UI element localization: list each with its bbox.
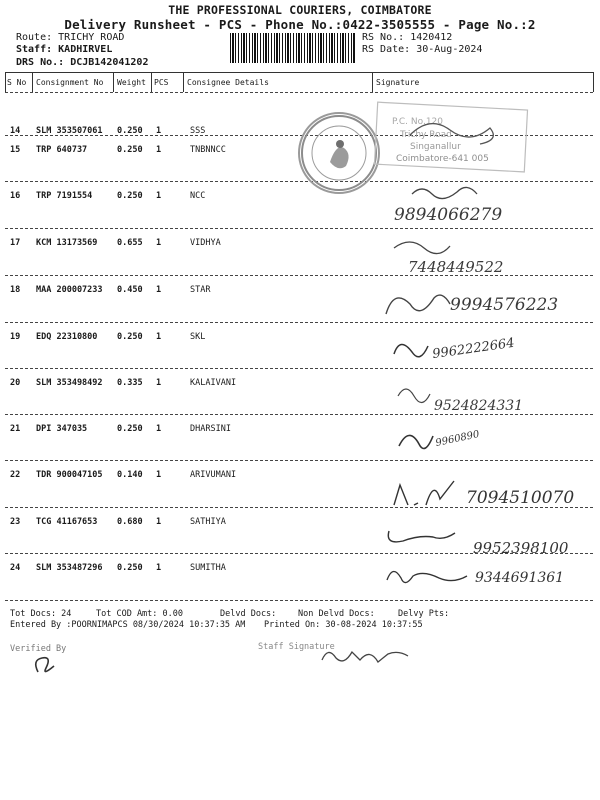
row-consignee: SATHIYA — [190, 517, 226, 527]
row-consignee: ARIVUMANI — [190, 470, 237, 480]
entered-by: Entered By :POORNIMAPCS 08/30/2024 10:37:35 AM — [10, 620, 246, 630]
row-sno: 17 — [10, 238, 21, 248]
non-delvd-docs: Non Delvd Docs: — [298, 609, 375, 619]
col-header-consignment: Consignment No — [36, 78, 104, 87]
row-sno: 18 — [10, 285, 21, 295]
row-pcs: 1 — [156, 378, 162, 388]
row-pcs: 1 — [156, 191, 162, 201]
rs-no-value: 1420412 — [410, 32, 453, 43]
row-pcs: 1 — [156, 285, 162, 295]
row-consignment-no: SLM 353487296 — [36, 563, 103, 573]
rs-no-line — [362, 32, 452, 43]
row-weight: 0.250 — [117, 332, 143, 342]
row-consignment-no: SLM 353507061 — [36, 126, 103, 136]
stamp-line1: P.C. No.120 — [392, 117, 444, 127]
row-weight: 0.250 — [117, 424, 143, 434]
round-seal-stamp — [298, 112, 380, 194]
table-bottom-rule — [5, 600, 593, 601]
row-consignee: KALAIVANI — [190, 378, 237, 388]
sig-phone: 9524824331 — [434, 398, 524, 414]
row-consignee: SSS — [190, 126, 206, 136]
row-sno: 21 — [10, 424, 21, 434]
row-sno: 24 — [10, 563, 21, 573]
verified-signature — [30, 650, 60, 678]
row-pcs: 1 — [156, 517, 162, 527]
row-sno: 15 — [10, 145, 21, 155]
route-line — [16, 32, 124, 43]
sig-phone: 9960890 — [434, 428, 481, 450]
staff-line — [16, 44, 112, 55]
row-weight: 0.250 — [117, 563, 143, 573]
row-consignee: NCC — [190, 191, 206, 201]
signature-row24 — [383, 558, 595, 596]
row-weight: 0.250 — [117, 191, 143, 201]
col-header-sno: S No — [7, 78, 27, 87]
staff-label: Staff: — [16, 44, 53, 55]
sig-phone: 9952398100 — [473, 539, 569, 557]
signature-row14 — [400, 110, 510, 150]
drs-label: DRS No.: — [16, 57, 65, 68]
runsheet-subtitle: Delivery Runsheet - PCS - Phone No.:0422-3505555 - Page No.:2 — [64, 17, 536, 32]
delvy-pts: Delvy Pts: — [398, 609, 450, 619]
col-divider — [32, 72, 33, 92]
row-consignment-no: TRP 7191554 — [36, 191, 93, 201]
row-consignment-no: EDQ 22310800 — [36, 332, 98, 342]
sig-phone: 7094510070 — [466, 488, 575, 508]
drs-line — [16, 57, 148, 68]
row-sno: 20 — [10, 378, 21, 388]
rs-no-label: RS No.: — [362, 32, 405, 43]
row-sno: 16 — [10, 191, 21, 201]
row-consignee: VIDHYA — [190, 238, 221, 248]
signature-row21 — [395, 422, 505, 462]
row-consignment-no: TCG 41167653 — [36, 517, 98, 527]
row-sno: 23 — [10, 517, 21, 527]
drs-value: DCJB142041202 — [70, 57, 149, 68]
row-consignment-no: SLM 353498492 — [36, 378, 103, 388]
row-pcs: 1 — [156, 424, 162, 434]
tot-docs: Tot Docs: 24 — [10, 609, 72, 619]
row-consignee: SKL — [190, 332, 206, 342]
staff-signature — [318, 640, 418, 670]
row-weight: 0.655 — [117, 238, 143, 248]
row-weight: 0.140 — [117, 470, 143, 480]
stamp-line4: Coimbatore-641 005 — [396, 154, 489, 164]
col-header-weight: Weight — [117, 78, 146, 87]
verified-by-label: Verified By — [10, 644, 67, 654]
signature-row22 — [390, 475, 595, 515]
row-pcs: 1 — [156, 145, 162, 155]
row-weight: 0.250 — [117, 126, 143, 136]
row-sno: 19 — [10, 332, 21, 342]
table-row — [0, 415, 600, 459]
row-consignee: SUMITHA — [190, 563, 226, 573]
row-sno: 22 — [10, 470, 21, 480]
printed-on: Printed On: 30-08-2024 10:37:55 — [264, 620, 423, 630]
col-divider — [151, 72, 152, 92]
stamp-line2: Trichy Road — [400, 130, 452, 140]
signature-row20 — [392, 378, 572, 418]
row-weight: 0.250 — [117, 145, 143, 155]
row-consignment-no: MAA 200007233 — [36, 285, 103, 295]
col-divider — [593, 72, 594, 92]
route-label: Route: — [16, 32, 53, 43]
col-header-pcs: PCS — [154, 78, 169, 87]
sig-phone: 9994576223 — [450, 295, 559, 315]
row-consignment-no: DPI 347035 — [36, 424, 88, 434]
row-consignment-no: TRP 640737 — [36, 145, 88, 155]
row-sno: 14 — [10, 126, 21, 136]
signature-row17 — [390, 232, 590, 282]
row-consignee: STAR — [190, 285, 211, 295]
col-divider — [113, 72, 114, 92]
row-consignee: DHARSINI — [190, 424, 231, 434]
row-consignee: TNBNNCC — [190, 145, 226, 155]
sig-phone: 9894066279 — [394, 205, 503, 225]
staff-value: KADHIRVEL — [58, 44, 113, 55]
signature-row19 — [388, 330, 548, 370]
sig-phone: 9962222664 — [431, 335, 516, 363]
delvd-docs: Delvd Docs: — [220, 609, 277, 619]
col-divider — [372, 72, 373, 92]
signature-row16 — [392, 180, 592, 230]
sig-phone: 9344691361 — [475, 570, 565, 586]
stamp-line3: Singanallur — [410, 142, 461, 152]
row-consignment-no: KCM 13173569 — [36, 238, 98, 248]
col-header-signature: Signature — [376, 78, 420, 87]
company-title: THE PROFESSIONAL COURIERS, COIMBATORE — [168, 3, 432, 17]
row-pcs: 1 — [156, 126, 162, 136]
row-consignment-no: TDR 900047105 — [36, 470, 103, 480]
staff-signature-label: Staff Signature — [258, 642, 335, 652]
row-pcs: 1 — [156, 332, 162, 342]
signature-row23 — [383, 515, 593, 560]
col-divider — [5, 72, 6, 92]
row-weight: 0.680 — [117, 517, 143, 527]
row-pcs: 1 — [156, 563, 162, 573]
tot-cod-amt: Tot COD Amt: 0.00 — [96, 609, 183, 619]
sig-phone: 7448449522 — [408, 258, 504, 276]
row-pcs: 1 — [156, 470, 162, 480]
table-top-rule — [5, 72, 593, 73]
col-divider — [183, 72, 184, 92]
row-weight: 0.450 — [117, 285, 143, 295]
row-weight: 0.335 — [117, 378, 143, 388]
rs-date-value: 30-Aug-2024 — [416, 44, 483, 55]
signature-row18 — [380, 280, 595, 325]
row-pcs: 1 — [156, 238, 162, 248]
barcode — [230, 33, 356, 63]
route-value: TRICHY ROAD — [58, 32, 125, 43]
rs-date-label: RS Date: — [362, 44, 411, 55]
rs-date-line — [362, 44, 482, 55]
col-header-consignee: Consignee Details — [187, 78, 269, 87]
